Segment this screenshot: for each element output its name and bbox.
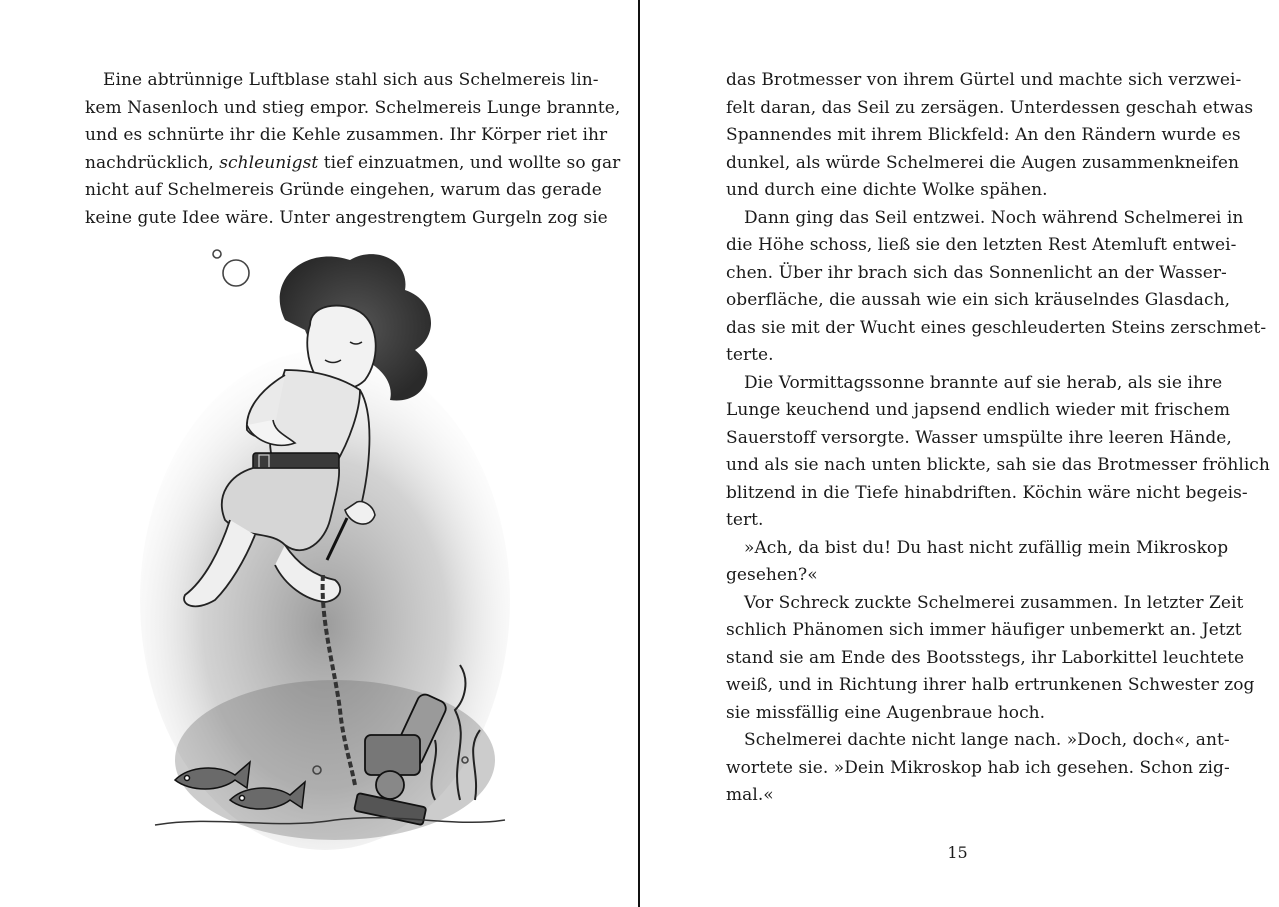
- left-page-text: [85, 67, 621, 232]
- text-line: Eine abtrünnige Luftblase stahl sich aus Schelmereis lin-: [103, 70, 599, 90]
- text-line: tert.: [726, 510, 764, 530]
- text-line: kem Nasenloch und stieg empor. Schelmereis Lunge brannte,: [85, 97, 621, 118]
- text-line: Dann ging das Seil entzwei. Noch während Schelmerei in: [744, 207, 1244, 228]
- text-line: gesehen?«: [726, 565, 818, 585]
- text-line: schlich Phänomen sich immer häufiger unbemerkt an. Jetzt: [726, 620, 1242, 640]
- text-line: stand sie am Ende des Bootsstegs, ihr Laborkittel leuchtete: [726, 647, 1245, 668]
- text-line: dunkel, als würde Schelmerei die Augen zusammenkneifen: [726, 152, 1239, 173]
- right-page-text: [726, 67, 1270, 810]
- text-fragment: nachdrücklich,: [85, 152, 220, 173]
- text-line: Vor Schreck zuckte Schelmerei zusammen. In letzter Zeit: [744, 592, 1244, 613]
- text-line: nicht auf Schelmereis Gründe eingehen, warum das gerade: [85, 180, 602, 200]
- page-number: [640, 843, 1279, 862]
- text-line: und durch eine dichte Wolke spähen.: [726, 180, 1048, 200]
- text-line: weiß, und in Richtung ihrer halb ertrunkenen Schwester zog: [726, 675, 1255, 695]
- text-line: das Brotmesser von ihrem Gürtel und machte sich verzwei-: [726, 70, 1242, 90]
- text-line: Sauerstoff versorgte. Wasser umspülte ihre leeren Hände,: [726, 427, 1232, 448]
- text-line: sie missfällig eine Augenbraue hoch.: [726, 702, 1046, 723]
- text-line: die Höhe schoss, ließ sie den letzten Rest Atemluft entwei-: [726, 235, 1237, 255]
- text-line: »Ach, da bist du! Du hast nicht zufällig mein Mikroskop: [744, 537, 1229, 558]
- text-line: Spannendes mit ihrem Blickfeld: An den Rändern wurde es: [726, 125, 1241, 145]
- text-line: Lunge keuchend und japsend endlich wieder mit frischem: [726, 400, 1230, 420]
- page-number-text: 15: [947, 843, 968, 862]
- underwater-girl-illustration: [135, 240, 510, 855]
- text-line: Schelmerei dachte nicht lange nach. »Doch, doch«, ant-: [744, 730, 1230, 750]
- text-fragment: tief einzuatmen, und wollte so gar: [318, 152, 621, 173]
- emphasized-word: schleunigst: [219, 152, 319, 173]
- text-line: mal.«: [726, 785, 774, 805]
- text-line: blitzend in die Tiefe hinabdriften. Köchin wäre nicht begeis-: [726, 482, 1248, 503]
- text-line: terte.: [726, 345, 774, 365]
- left-page: [0, 0, 638, 907]
- text-line: und als sie nach unten blickte, sah sie das Brotmesser fröhlich: [726, 455, 1270, 475]
- right-page: [640, 0, 1279, 907]
- text-line: das sie mit der Wucht eines geschleuderten Steins zerschmet-: [726, 317, 1267, 338]
- text-line: keine gute Idee wäre. Unter angestrengtem Gurgeln zog sie: [85, 207, 608, 228]
- text-line: felt daran, das Seil zu zersägen. Unterdessen geschah etwas: [726, 97, 1254, 118]
- text-line: wortete sie. »Dein Mikroskop hab ich gesehen. Schon zig-: [726, 757, 1230, 778]
- text-line: und es schnürte ihr die Kehle zusammen. Ihr Körper riet ihr: [85, 125, 608, 145]
- text-line-emphasis: [85, 150, 621, 178]
- text-line: Die Vormittagssonne brannte auf sie herab, als sie ihre: [744, 372, 1223, 393]
- text-line: oberfläche, die aussah wie ein sich kräuselndes Glasdach,: [726, 290, 1231, 310]
- text-line: chen. Über ihr brach sich das Sonnenlicht an der Wasser-: [726, 262, 1227, 283]
